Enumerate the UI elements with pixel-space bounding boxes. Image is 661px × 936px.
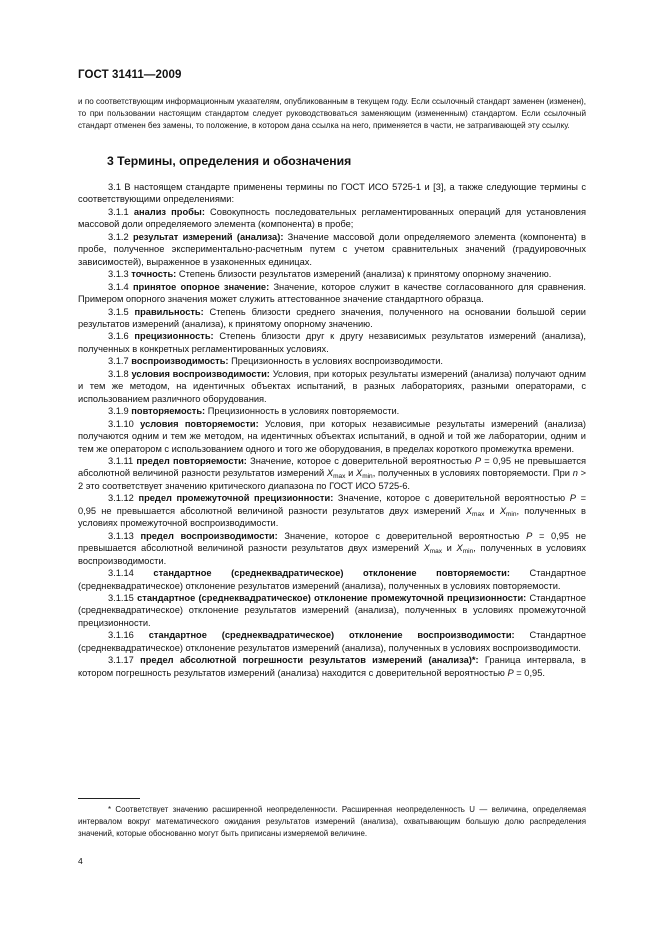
term-3-1-12: 3.1.12 предел промежуточной прецизионности: Значение, которое с доверительной вероятностью P = 0,95 не превышается абсолютной величиной разности результатов двух измерений $X_{max}$ и $X_{min}$, полученных в условиях промежуточной воспроизводимости. <box>78 493 587 529</box>
footnote-separator <box>78 798 140 799</box>
term-3-1-16: 3.1.16 стандартное (среднеквадратическое) отклонение воспроизводимости: Стандартное (среднеквадратическое) отклонение результатов измерений (анализа), полученных в условиях воспроизводимости. <box>78 630 586 653</box>
term-3-1-11: 3.1.11 предел повторяемости: Значение, которое с доверительной вероятностью P = 0,95 не превышается абсолютной величиной разности результатов измерений $X_{max}$ и $X_{min}$, полученных в условиях повторяемости. При n > 2 это соответствует значению критического диапазона по ГОСТ ИСО 5725-6. <box>78 455 587 491</box>
term-3-1-7: 3.1.7 воспроизводимость: Прецизионность в условиях воспроизводимости. <box>108 356 444 367</box>
term-3-1-14: 3.1.14 стандартное (среднеквадратическое) отклонение повторяемости: Стандартное (среднеквадратическое) отклонение результатов измерений (анализа), полученных в условиях повторяемости. <box>78 568 586 591</box>
term-3-1-3: 3.1.3 точность: Степень близости результатов измерений (анализа) к принятому опорному значению. <box>108 269 552 280</box>
document-header: ГОСТ 31411—2009 <box>78 69 182 81</box>
term-3-1-10: 3.1.10 условия повторяемости: Условия, при которых независимые результаты измерений (анализа) получаются одним и тем же методом, на идентичных объектах испытаний, в одной и той же лаборатории, одним и тем же оператором с использованием одного и того же оборудования, в пределах короткого промежутка времени. <box>78 418 586 454</box>
intro-paragraph: и по соответствующим информационным указателям, опубликованным в текущем году. Если ссылочный стандарт заменен (изменен), то при пользовании настоящим стандартом следует руководствоваться заменяющим (измененным) стандартом. Если ссылочный стандарт отменен без замены, то положение, в котором дана ссылка на него, применяется в части, не затрагивающей эту ссылку. <box>78 97 586 131</box>
paragraph-3-1: 3.1 В настоящем стандарте применены термины по ГОСТ ИСО 5725-1 и [3], а также следующие термины с соответствующими определениями: <box>78 182 586 205</box>
term-3-1-17: 3.1.17 предел абсолютной погрешности результатов измерений (анализа)*: Граница интервала, в котором погрешность результатов измерений (анализа) находится с доверительной вероятностью P = 0,95. <box>78 655 586 678</box>
term-3-1-2: 3.1.2 результат измерений (анализа): Значение массовой доли определяемого элемента (компонента) в пробе, полученное экспериментально-расчетным путем с учетом сравнительных значений (градуировочных зависимостей), выраженное в узаконенных единицах. <box>78 231 586 267</box>
term-3-1-9: 3.1.9 повторяемость: Прецизионность в условиях повторяемости. <box>108 406 400 417</box>
page-number: 4 <box>78 856 83 866</box>
term-3-1-13: 3.1.13 предел воспроизводимости: Значение, которое с доверительной вероятностью P = 0,95 не превышается абсолютной величиной разности результатов двух измерений $X_{max}$ и $X_{min}$, полученных в условиях воспроизводимости. <box>78 530 587 566</box>
term-3-1-1: 3.1.1 анализ пробы: Совокупность последовательных регламентированных операций для установления массовой доли определяемого элемента (компонента) в пробе; <box>78 206 586 230</box>
term-3-1-6: 3.1.6 прецизионность: Степень близости друг к другу независимых результатов измерений (анализа), полученных в конкретных регламентированных условиях. <box>78 331 586 354</box>
section-title: 3 Термины, определения и обозначения <box>107 154 352 168</box>
footnote-text: * Соответствует значению расширенной неопределенности. Расширенная неопределенность U — величина, определяемая интервалом вокруг математического ожидания результатов измерений (анализа), охватывающим большую долю распределения значений, которые обоснованно могут быть приписаны измеряемой величине. <box>78 805 586 838</box>
term-3-1-8: 3.1.8 условия воспроизводимости: Условия, при которых результаты измерений (анализа) получают одним и тем же методом, на идентичных объектах испытаний, в разных лабораториях, разными операторами, с использованием различного оборудования. <box>78 368 587 404</box>
terms-body <box>78 181 586 679</box>
terms-list <box>78 206 586 455</box>
footnote <box>78 804 586 839</box>
term-3-1-15: 3.1.15 стандартное (среднеквадратическое) отклонение промежуточной прецизионности: Стандартное (среднеквадратическое) отклонение результатов измерений (анализа), полученных в условиях промежуточной прецизионности. <box>78 592 586 628</box>
term-3-1-4: 3.1.4 принятое опорное значение: Значение, которое служит в качестве согласованного для сравнения. Примером опорного значения может служить аттестованное значение стандартного образца. <box>78 281 586 305</box>
term-3-1-5: 3.1.5 правильность: Степень близости среднего значения, полученного на основании большой серии результатов измерений (анализа), к принятому опорному значению. <box>78 306 586 329</box>
